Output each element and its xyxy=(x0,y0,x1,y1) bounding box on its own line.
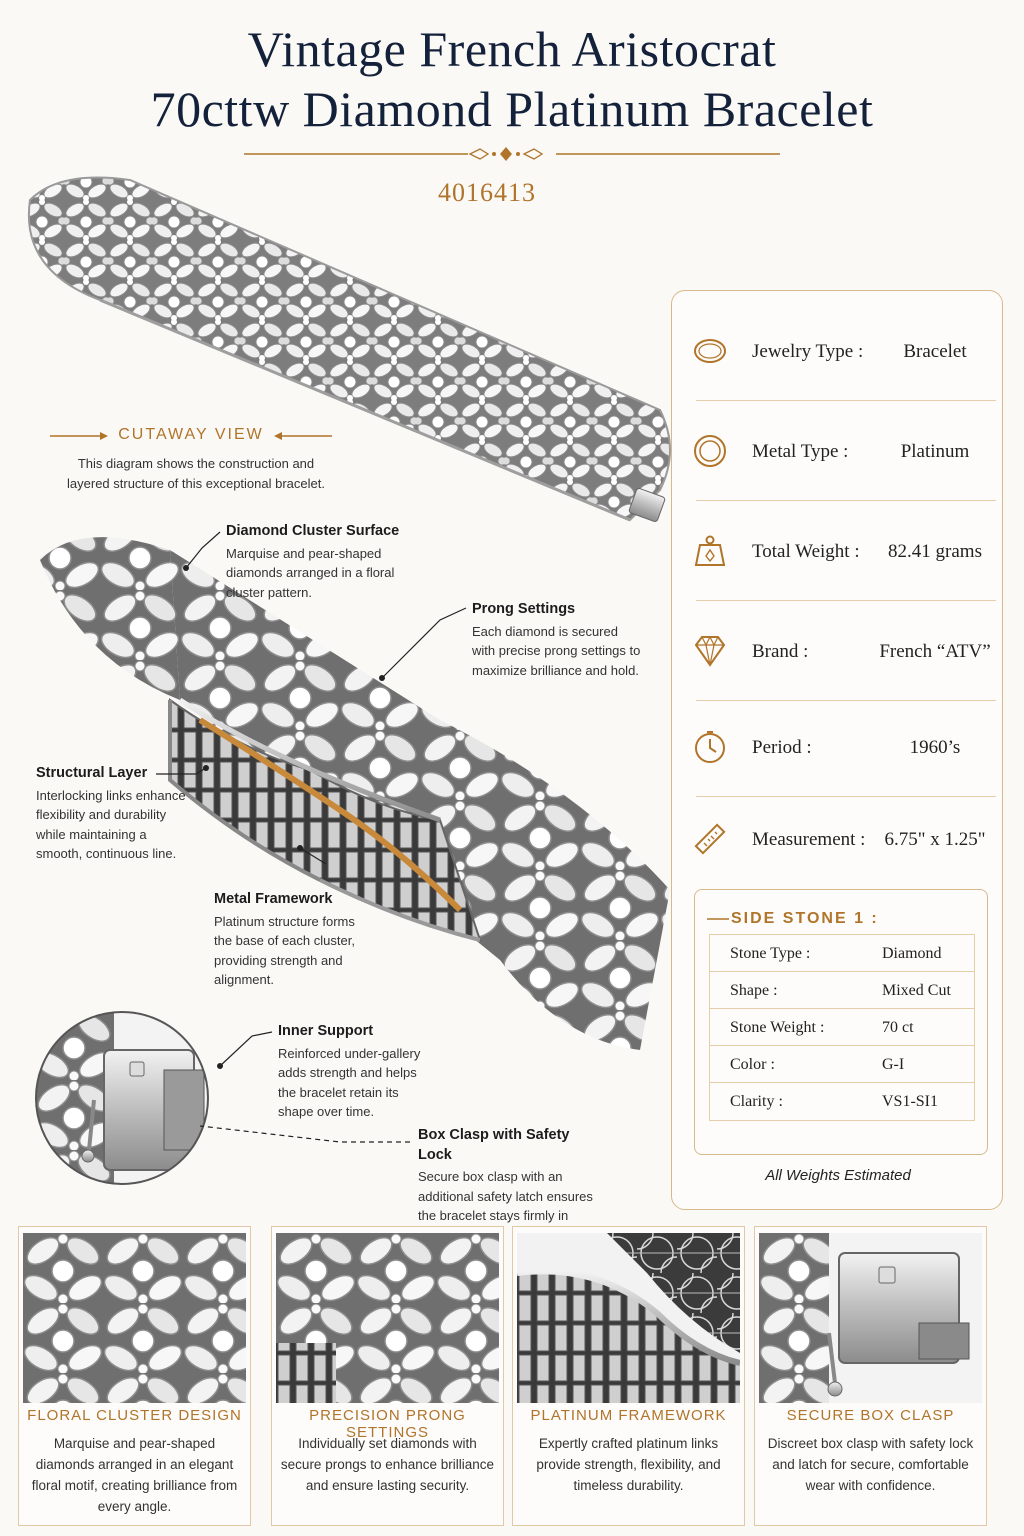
platinum-framework-thumbnail xyxy=(517,1233,740,1403)
spec-value: French “ATV” xyxy=(879,641,991,662)
spec-value: 6.75" x 1.25" xyxy=(884,829,986,850)
spec-row-measurement xyxy=(686,789,986,889)
callout-text: Marquise and pear-shaped diamonds arranged in a floral cluster pattern. xyxy=(226,545,395,600)
spec-row-period xyxy=(686,697,986,797)
ring-icon xyxy=(692,433,728,469)
callout-inner-support xyxy=(278,1022,428,1122)
spec-row-metal-type xyxy=(686,401,986,501)
spec-key: Total Weight : xyxy=(752,541,860,562)
stone-key: Shape : xyxy=(730,982,778,999)
title-accent-left xyxy=(707,916,729,922)
diamond-icon xyxy=(692,633,728,669)
feature-description: Marquise and pear-shaped diamonds arranged in an elegant floral motif, creating brilliance from every angle. xyxy=(31,1436,238,1514)
callout-prong-settings xyxy=(472,600,642,680)
callout-title: Box Clasp with Safety Lock xyxy=(418,1127,570,1163)
page-title-line2: 70cttw Diamond Platinum Bracelet xyxy=(150,81,874,137)
stone-key: Stone Weight : xyxy=(730,1019,825,1036)
spec-row-total-weight xyxy=(686,501,986,601)
feature-title: PRECISION PRONG SETTINGS xyxy=(309,1407,466,1441)
callout-text: Platinum structure forms the base of each cluster, providing strength and alignment. xyxy=(214,913,355,987)
side-stone-box xyxy=(694,889,988,1155)
table-row xyxy=(710,935,974,972)
floral-cluster-thumbnail xyxy=(23,1233,246,1403)
weights-note: All Weights Estimated xyxy=(765,1167,911,1184)
feature-description: Discreet box clasp with safety lock and latch for secure, comfortable wear with confidence. xyxy=(767,1436,974,1493)
stone-key: Clarity : xyxy=(730,1093,783,1110)
stone-value: Mixed Cut xyxy=(882,982,951,999)
feature-description: Individually set diamonds with secure prongs to enhance brilliance and ensure lasting security. xyxy=(280,1436,495,1493)
spec-value: 1960’s xyxy=(909,737,961,758)
callout-diamond-cluster-surface xyxy=(226,522,416,602)
callout-text: Reinforced under-gallery adds strength and helps the bracelet retain its shape over time. xyxy=(278,1045,421,1119)
spec-row-brand xyxy=(686,601,991,701)
cutaway-heading-label: CUTAWAY VIEW xyxy=(118,426,264,443)
callout-title: Structural Layer xyxy=(36,765,148,781)
callout-text: Secure box clasp with an additional safety latch ensures the bracelet stays firmly in xyxy=(418,1169,593,1223)
feature-card-prong-settings xyxy=(271,1226,504,1526)
table-row xyxy=(710,972,974,1009)
stone-key: Color : xyxy=(730,1056,775,1073)
feature-title: FLORAL CLUSTER DESIGN xyxy=(27,1407,242,1424)
feature-card-box-clasp xyxy=(754,1226,987,1526)
page-title-line1: Vintage French Aristocrat xyxy=(247,21,777,77)
clock-icon xyxy=(692,729,728,765)
stone-value: 70 ct xyxy=(882,1019,914,1036)
side-stone-title: SIDE STONE 1 : xyxy=(731,910,879,927)
feature-description: Expertly crafted platinum links provide strength, flexibility, and timeless durability. xyxy=(536,1436,721,1493)
bracelet-icon xyxy=(692,333,728,369)
spec-key: Period : xyxy=(752,737,812,758)
spec-key: Jewelry Type : xyxy=(752,341,864,362)
stone-value: Diamond xyxy=(882,945,942,962)
cutaway-description: This diagram shows the construction and layered structure of this exceptional bracelet. xyxy=(67,456,325,491)
spec-value: 82.41 grams xyxy=(888,541,982,562)
prong-settings-thumbnail xyxy=(276,1233,499,1403)
spec-key: Brand : xyxy=(752,641,809,662)
stone-value: VS1-SI1 xyxy=(882,1093,939,1110)
callout-metal-framework xyxy=(214,890,364,990)
spec-value: Platinum xyxy=(900,441,970,462)
table-row xyxy=(710,1009,974,1046)
callout-text: Each diamond is secured with precise prong settings to maximize brilliance and hold. xyxy=(472,623,641,678)
ruler-icon xyxy=(692,821,728,857)
spec-key: Metal Type : xyxy=(752,441,849,462)
feature-title: PLATINUM FRAMEWORK xyxy=(530,1407,727,1424)
table-row xyxy=(710,1046,974,1083)
clasp-closeup-image xyxy=(34,1010,210,1186)
feature-title: SECURE BOX CLASP xyxy=(786,1407,955,1424)
box-clasp-thumbnail xyxy=(759,1233,982,1403)
callout-text: Interlocking links enhance flexibility and durability while maintaining a smooth, continuous line. xyxy=(36,787,186,861)
stone-key: Stone Type : xyxy=(730,945,811,962)
specifications-panel xyxy=(671,290,1003,1210)
feature-card-platinum-framework xyxy=(512,1226,745,1526)
callout-title: Diamond Cluster Surface xyxy=(226,523,400,539)
product-sku: 4016413 xyxy=(438,178,536,207)
weight-icon xyxy=(692,533,728,569)
callout-title: Inner Support xyxy=(278,1023,374,1039)
spec-row-jewelry-type xyxy=(686,301,986,401)
spec-value: Bracelet xyxy=(903,341,967,362)
feature-card-floral-cluster xyxy=(18,1226,251,1526)
stone-value: G-I xyxy=(882,1056,905,1073)
cutaway-heading xyxy=(46,424,336,448)
callout-title: Prong Settings xyxy=(472,601,576,617)
callout-title: Metal Framework xyxy=(214,891,333,907)
spec-key: Measurement : xyxy=(752,829,866,850)
side-stone-table xyxy=(709,934,975,1121)
callout-structural-layer xyxy=(36,764,196,864)
table-row xyxy=(710,1083,974,1120)
